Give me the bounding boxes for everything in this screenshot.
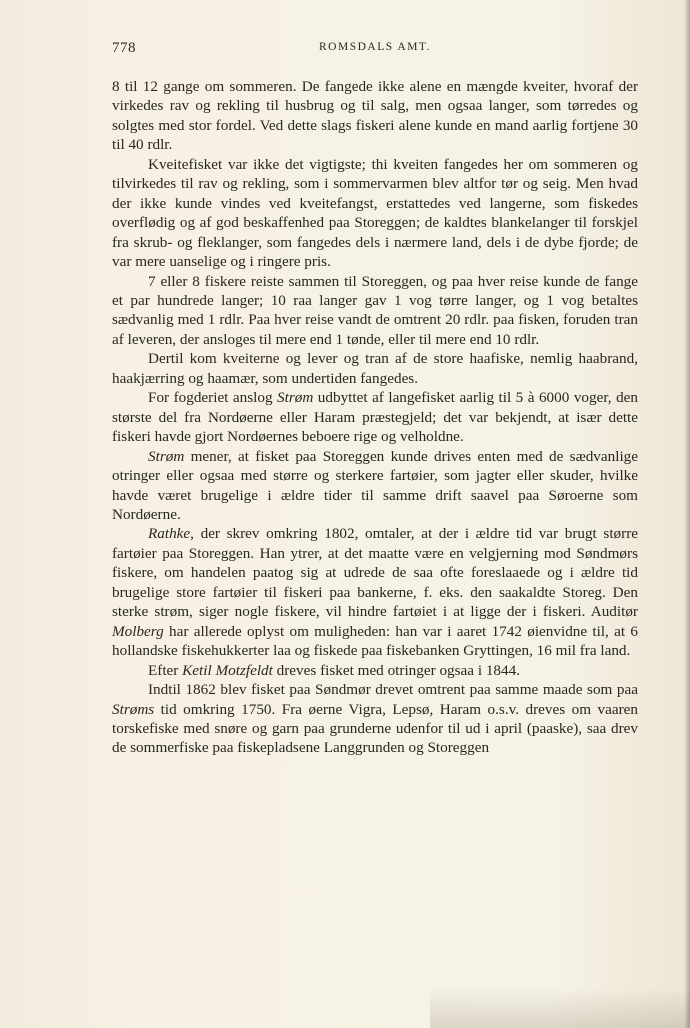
text-run: Indtil 1862 blev fisket paa Søndmør drevet omtrent paa samme maade som paa [148, 681, 638, 699]
paragraph-9 [112, 680, 638, 758]
text-run: mener, at fisket paa Storeggen kunde drives enten med de sædvanlige otringer eller ogsaa med større og sterkere fartøier, som jagter eller skuder, hvilke havde været brugelige i ældre tider til samme drift saavel paa Søroerne som Nordøerne. [112, 447, 638, 523]
text-run: Efter [148, 661, 183, 679]
text-run: dreves fisket med otringer ogsaa i 1844. [272, 661, 521, 679]
paragraph-7 [112, 524, 638, 660]
body-text [112, 77, 638, 758]
text-run: , der skrev omkring 1802, omtaler, at der i ældre tid var brugt større fartøier paa Storeggen. Han ytrer, at det maatte være en velgjerning mod Søndmørs fiskere, om handelen paatog sig at udrede de saa ofte foreslaaede og i ældre tid brugelige store fartøier til fiskeri paa bankerne, f. eks. den saakaldte Storeg. Den sterke strøm, siger nogle fiskere, vil hindre fartøiet i at ligge der i fiskeri. Auditør [112, 525, 638, 621]
text-run: For fogderiet anslog [148, 389, 278, 407]
page-edge-shadow [684, 0, 690, 1028]
author-name: Strøm [277, 389, 314, 407]
page-corner-shadow [430, 988, 690, 1028]
paragraph-1: 8 til 12 gange om sommeren. De fangede ikke alene en mængde kveiter, hvoraf der virkedes rav og rekling til husbrug og til salg, men ogsaa langer, som tørredes og solgtes med stor fordel. Ved dette slags fiskeri alene kunde en mand aarlig fortjene 30 til 40 rdlr. [112, 78, 638, 154]
page-header [112, 40, 638, 62]
author-name: Strøms [112, 700, 155, 718]
author-name: Rathke [148, 525, 191, 543]
text-run: udbyttet af langefisket aarlig til 5 à 6000 voger, den største del fra Nordøerne eller Haram præstegjeld; det var bekjendt, at især dette fiskeri havde gjort Nordøernes beboere rige og velholdne. [112, 389, 639, 446]
paragraph-8 [112, 661, 638, 680]
paragraph-2: Kveitefisket var ikke det vigtigste; thi kveiten fangedes her om sommeren og tilvirkedes til rav og rekling, som i sommervarmen blev altfor tør og seig. Men hvad der ikke kunde vindes ved kveitefangst, erstattedes ved langerne, som fiskedes overflødig og af god beskaffenhed paa Storeggen; de kaldtes blankelanger til forskjel fra skrub- og fleklanger, som fangedes dels i nærmere land, dels i de dybe fjorde; de var mere uanselige og i ringere pris. [112, 155, 638, 271]
author-name: Molberg [112, 622, 164, 640]
paragraph-3: 7 eller 8 fiskere reiste sammen til Storeggen, og paa hver reise kunde de fange et par hundrede langer; 10 raa langer gav 1 vog tørre langer, og 1 vog betaltes sædvanlig med 1 rdlr. Paa hver reise vandt de omtrent 20 rdlr. paa fisken, foruden tran af leveren, der ansloges til mere end 1 tønde, eller til mere end 10 rdlr. [112, 272, 638, 348]
running-head: ROMSDALS AMT. [319, 41, 431, 53]
paragraph-5 [112, 388, 638, 446]
text-run: har allerede oplyst om muligheden: han var i aaret 1742 øienvidne til, at 6 hollandske fiskehukkerter laa og fiskede paa fiskebanken Gryttingen, 16 mil fra land. [112, 622, 638, 660]
paragraph-6 [112, 447, 638, 525]
author-name: Strøm [148, 447, 185, 465]
page-number: 778 [112, 40, 136, 56]
paragraph-4: Dertil kom kveiterne og lever og tran af de store haafiske, nemlig haabrand, haakjærring og haamær, som undertiden fangedes. [112, 350, 638, 387]
text-run: tid omkring 1750. Fra øerne Vigra, Lepsø, Haram o.s.v. dreves om vaaren torskefiske med snøre og garn paa grunderne udenfor til ud i april (paaske), saa drev de sommerfiske paa fiskepladsene Langgrunden og Storeggen [112, 700, 638, 757]
author-name: Ketil Motzfeldt [182, 661, 273, 679]
